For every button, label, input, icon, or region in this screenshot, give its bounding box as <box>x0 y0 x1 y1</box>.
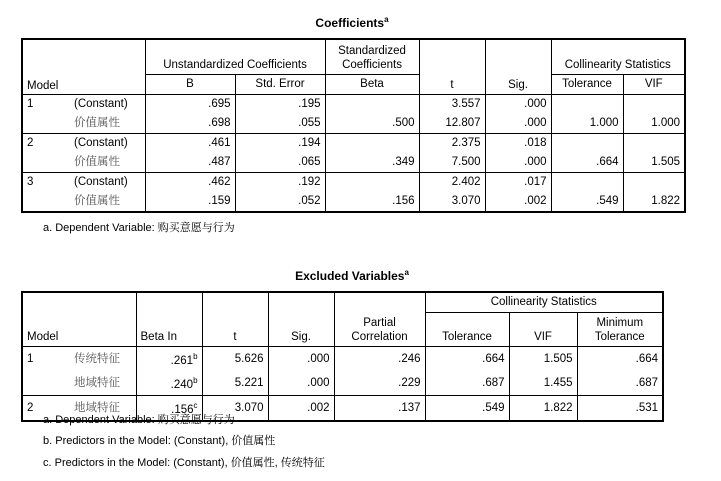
tolerance-cell: 1.000 <box>551 114 623 134</box>
t-cell: 5.626 <box>202 347 268 372</box>
t-cell: 3.557 <box>419 95 485 115</box>
se-cell: .194 <box>235 134 325 154</box>
coefficients-title-sup: a <box>384 15 389 24</box>
model-cell <box>22 192 70 212</box>
tolerance-header: Tolerance <box>551 75 623 95</box>
table-row <box>22 173 685 193</box>
t-cell: 2.375 <box>419 134 485 154</box>
beta-in-value: .261 <box>170 355 194 367</box>
sig-cell: .000 <box>485 114 551 134</box>
beta-in-cell <box>136 371 202 396</box>
standardized-header: Standardized Coefficients <box>325 39 419 75</box>
variable-cell: (Constant) <box>70 173 145 193</box>
vif-cell: 1.000 <box>623 114 685 134</box>
se-cell: .052 <box>235 192 325 212</box>
footnote-mark: b <box>193 352 198 361</box>
min-tolerance-cell: .531 <box>577 396 663 422</box>
model-cell: 3 <box>22 173 70 193</box>
partial-cell: .229 <box>334 371 425 396</box>
coefficients-title <box>19 15 685 30</box>
tolerance-cell: .664 <box>425 347 509 372</box>
tolerance-header: Tolerance <box>425 313 509 347</box>
vif-cell <box>623 173 685 193</box>
model-cell <box>22 153 70 173</box>
footnote-mark: c <box>193 401 198 410</box>
sig-cell: .002 <box>485 192 551 212</box>
variable-cell: 价值属性 <box>70 192 145 212</box>
t-cell: 3.070 <box>419 192 485 212</box>
b-cell: .159 <box>145 192 235 212</box>
se-cell: .055 <box>235 114 325 134</box>
sig-header: Sig. <box>268 292 334 347</box>
min-tolerance-cell: .687 <box>577 371 663 396</box>
beta-in-header: Beta In <box>136 292 202 347</box>
t-cell: 2.402 <box>419 173 485 193</box>
collinearity-header: Collinearity Statistics <box>425 292 663 313</box>
excluded-title-text: Excluded Variables <box>295 269 405 283</box>
variable-cell: 价值属性 <box>74 117 120 129</box>
excluded-footnote-a: a. Dependent Variable: 购买意愿与行为 <box>43 414 235 426</box>
excluded-table <box>21 291 664 422</box>
model-header: Model <box>22 39 145 95</box>
table-row <box>22 371 663 396</box>
min-tolerance-cell: .664 <box>577 347 663 372</box>
t-cell: 12.807 <box>419 114 485 134</box>
se-cell: .195 <box>235 95 325 115</box>
variable-cell: 地域特征 <box>70 396 136 422</box>
t-header: t <box>202 292 268 347</box>
t-cell: 5.221 <box>202 371 268 396</box>
beta-cell <box>325 95 419 115</box>
vif-cell: 1.822 <box>623 192 685 212</box>
sig-header: Sig. <box>485 39 551 95</box>
tolerance-cell: .687 <box>425 371 509 396</box>
unstandardized-header: Unstandardized Coefficients <box>145 39 325 75</box>
table-row <box>22 95 685 115</box>
vif-cell: 1.822 <box>509 396 577 422</box>
vif-cell: 1.505 <box>509 347 577 372</box>
b-cell: .698 <box>145 114 235 134</box>
se-cell: .065 <box>235 153 325 173</box>
excluded-title-sup: a <box>404 268 409 277</box>
tolerance-cell: .664 <box>551 153 623 173</box>
tolerance-cell <box>551 173 623 193</box>
sig-cell: .000 <box>268 371 334 396</box>
sig-cell: .000 <box>485 153 551 173</box>
beta-cell <box>325 134 419 154</box>
variable-cell: (Constant) <box>70 95 145 115</box>
table-row <box>22 114 685 134</box>
partial-correlation-header: Partial Correlation <box>334 292 425 347</box>
minimum-tolerance-header: Minimum Tolerance <box>577 313 663 347</box>
table-row <box>22 134 685 154</box>
vif-cell: 1.455 <box>509 371 577 396</box>
model-cell: 2 <box>22 396 70 422</box>
sig-cell: .002 <box>268 396 334 422</box>
std-error-header: Std. Error <box>235 75 325 95</box>
b-cell: .695 <box>145 95 235 115</box>
vif-cell: 1.505 <box>623 153 685 173</box>
table-row <box>22 347 663 372</box>
beta-in-value: .156 <box>171 404 194 416</box>
beta-cell <box>325 173 419 193</box>
variable-cell: 价值属性 <box>74 156 120 168</box>
sig-cell: .000 <box>268 347 334 372</box>
table-row <box>22 192 685 212</box>
excluded-title <box>19 268 685 283</box>
sig-cell: .018 <box>485 134 551 154</box>
variable-cell: (Constant) <box>70 134 145 154</box>
model-cell <box>22 371 70 396</box>
variable-cell: 地域特征 <box>74 376 120 389</box>
t-cell: 3.070 <box>202 396 268 422</box>
coefficients-title-text: Coefficients <box>315 16 385 30</box>
sig-cell: .000 <box>485 95 551 115</box>
variable-cell: 传统特征 <box>70 347 136 372</box>
tolerance-cell: .549 <box>425 396 509 422</box>
tolerance-cell <box>551 95 623 115</box>
vif-header: VIF <box>509 313 577 347</box>
coefficients-table <box>21 38 686 213</box>
beta-in-value: .240 <box>170 379 194 391</box>
partial-cell: .137 <box>334 396 425 422</box>
excluded-footnote-c: c. Predictors in the Model: (Constant), 价值属性, 传统特征 <box>43 457 325 469</box>
coefficients-header-row-1 <box>22 39 685 75</box>
model-cell: 1 <box>22 95 70 115</box>
vif-cell <box>623 95 685 115</box>
vif-header: VIF <box>623 75 685 95</box>
t-cell: 7.500 <box>419 153 485 173</box>
sig-cell: .017 <box>485 173 551 193</box>
excluded-header-row-1 <box>22 292 663 313</box>
se-cell: .192 <box>235 173 325 193</box>
excluded-footnote-b: b. Predictors in the Model: (Constant), 价值属性 <box>43 435 276 447</box>
b-header: B <box>145 75 235 95</box>
tolerance-cell <box>551 134 623 154</box>
table-row <box>22 153 685 173</box>
model-header: Model <box>22 292 136 347</box>
beta-cell: .500 <box>325 114 419 134</box>
beta-cell: .349 <box>325 153 419 173</box>
vif-cell <box>623 134 685 154</box>
model-cell: 2 <box>22 134 70 154</box>
b-cell: .462 <box>145 173 235 193</box>
b-cell: .461 <box>145 134 235 154</box>
t-header: t <box>419 39 485 95</box>
coefficients-footnote: a. Dependent Variable: 购买意愿与行为 <box>43 222 235 234</box>
beta-in-cell <box>136 347 202 372</box>
model-cell: 1 <box>22 347 70 372</box>
partial-cell: .246 <box>334 347 425 372</box>
beta-header: Beta <box>325 75 419 95</box>
footnote-mark: b <box>193 376 198 385</box>
beta-cell: .156 <box>325 192 419 212</box>
b-cell: .487 <box>145 153 235 173</box>
collinearity-header: Collinearity Statistics <box>551 39 685 75</box>
model-cell <box>22 114 70 134</box>
tolerance-cell: .549 <box>551 192 623 212</box>
